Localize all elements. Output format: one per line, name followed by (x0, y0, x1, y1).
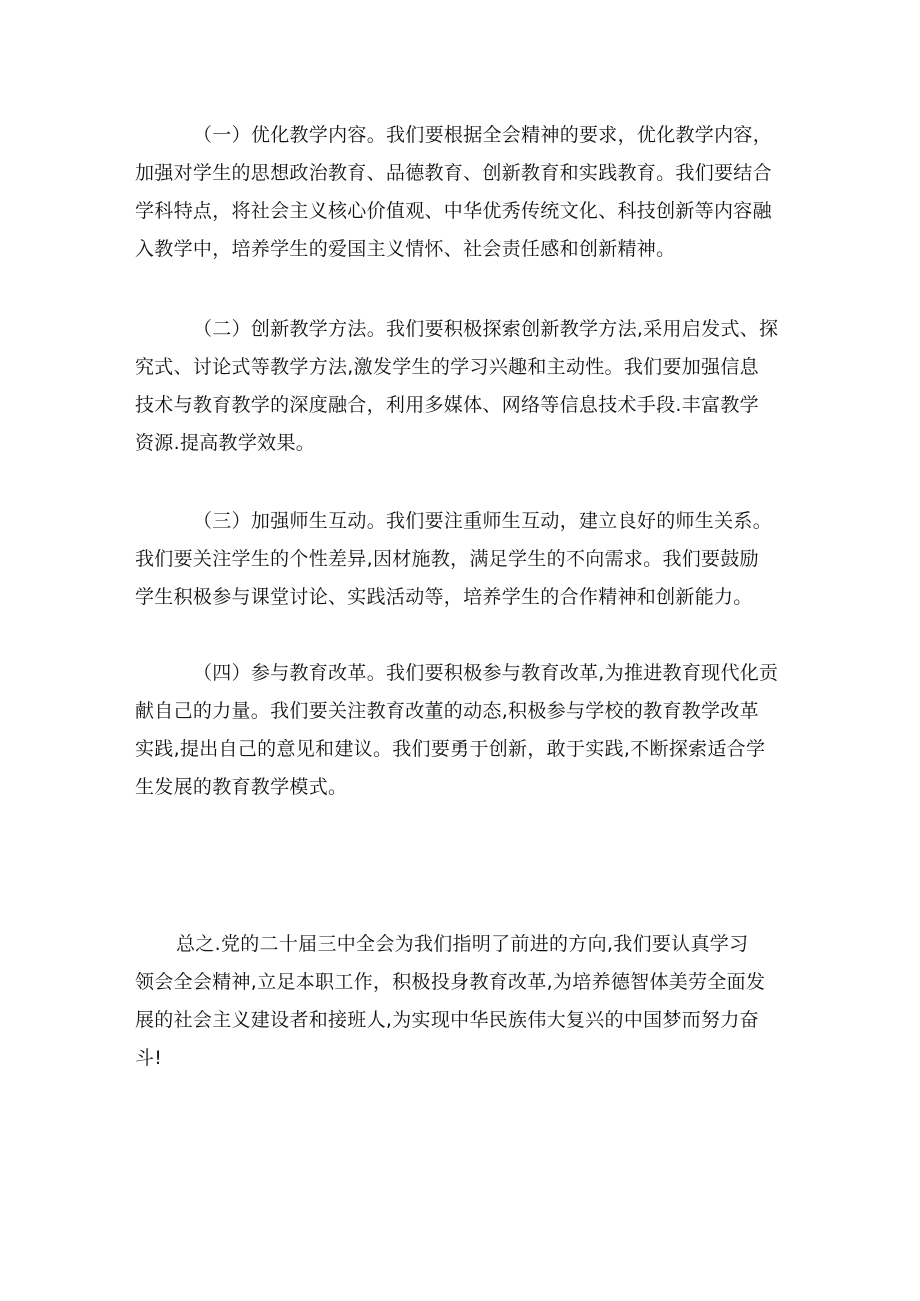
paragraph-line: 生发展的教育教学模式。 (135, 776, 348, 798)
paragraph-optimize-teaching-content (135, 116, 772, 268)
paragraph-line: 入教学中，培养学生的爱国主义情怀、社会责任感和创新精神。 (135, 238, 676, 260)
paragraph-line: 领会全会精神,立足本职工作，积极投身教育改革,为培养德智体美劳全面发 (135, 971, 766, 993)
paragraph-line: 斗! (135, 1047, 163, 1069)
paragraph-line: 献自己的力量。我们要关注教育改董的动态,积极参与学校的教育教学改革 (135, 700, 759, 722)
paragraph-line: （四）参与教育改革。我们要积极参与教育改革,为推进教育现代化贡 (193, 662, 779, 684)
paragraph-line: 实践,提出自己的意见和建议。我们要勇于创新，敢于实践,不断探索适合学 (135, 738, 766, 760)
paragraph-line: 我们要关注学生的个性差异,因材施教，满足学生的不向需求。我们要鼓励 (135, 548, 759, 570)
paragraph-line: 技术与教育教学的深度融合，利用多媒体、网络等信息技术手段.丰富教学 (135, 394, 759, 416)
paragraph-line: 学科特点，将社会主义核心价值观、中华优秀传统文化、科技创新等内容融 (135, 200, 772, 222)
paragraph-line: 学生积极参与课堂讨论、实践活动等，培养学生的合作精神和创新能力。 (135, 586, 753, 608)
paragraph-line: 加强对学生的思想政治教育、品德教育、创新教育和实践教育。我们要结合 (135, 162, 772, 184)
paragraph-line: （一）优化教学内容。我们要根据全会精神的要求，优化教学内容， (193, 124, 773, 146)
paragraph-line: 资源.提高教学效果。 (135, 432, 316, 454)
paragraph-line: （二）创新教学方法。我们要积极探索创新教学方法,采用启发式、探 (193, 318, 779, 340)
paragraph-conclusion (135, 925, 765, 1077)
paragraph-line: 总之.党的二十届三中全会为我们指明了前进的方向,我们要认真学习 (176, 933, 749, 955)
paragraph-line: 究式、讨论式等教学方法,激发学生的学习兴趣和主动性。我们要加强信息 (135, 356, 759, 378)
paragraph-teacher-student-interaction (135, 502, 772, 616)
paragraph-education-reform (135, 654, 778, 806)
paragraph-line: （三）加强师生互动。我们要注重师生互动，建立良好的师生关系。 (193, 510, 773, 532)
paragraph-innovate-teaching-methods (135, 310, 778, 462)
paragraph-line: 展的社会主义建设者和接班人,为实现中华民族伟大复兴的中国梦而努力奋 (135, 1009, 759, 1031)
